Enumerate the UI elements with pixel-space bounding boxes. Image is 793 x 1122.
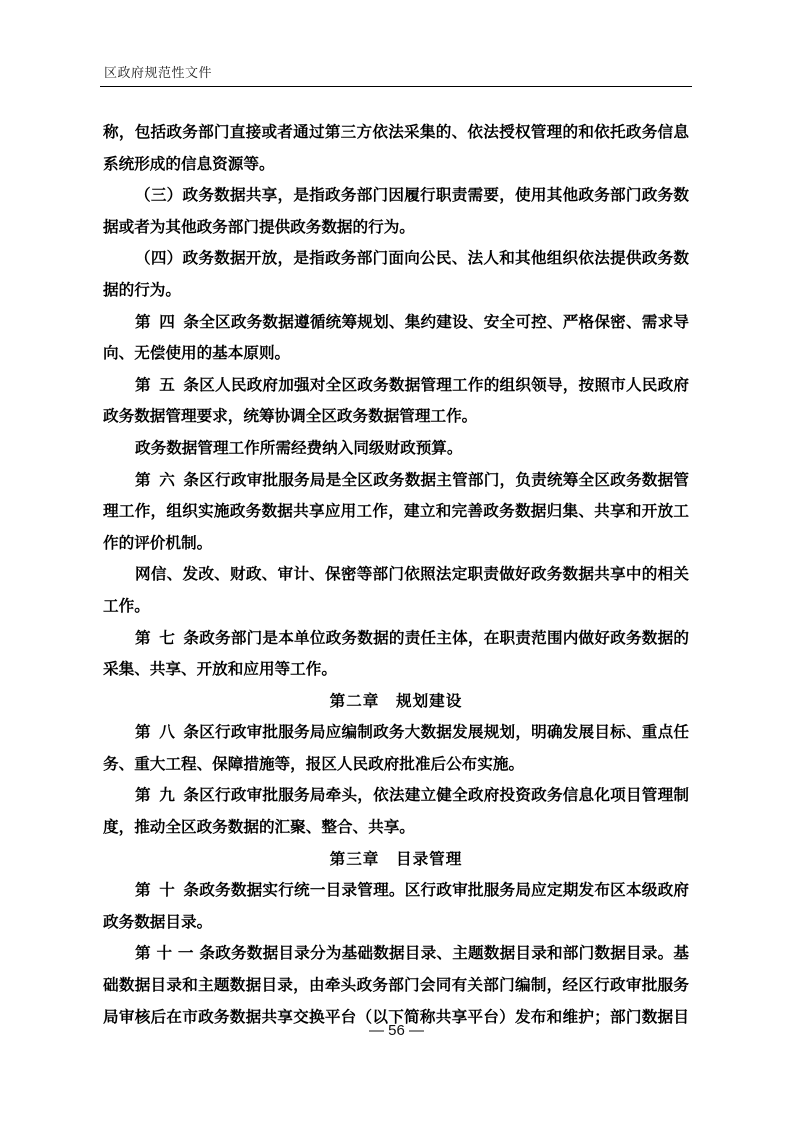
text-line: 向、无偿使用的基本原则。	[103, 344, 291, 363]
chapter-heading: 第二章 规划建设	[329, 691, 463, 710]
article-line	[103, 307, 689, 339]
text-line: 础数据目录和主题数据目录，由牵头政务部门会同有关部门编制，经区行政审批服务	[103, 976, 689, 995]
article-line	[103, 465, 689, 497]
text-line: 据或者为其他政务部门提供政务数据的行为。	[103, 217, 415, 236]
article-line	[103, 717, 689, 749]
article-number: 第六条	[135, 470, 199, 489]
article-number: 第十条	[135, 881, 199, 900]
article-line	[103, 370, 689, 402]
text-line: 政务数据目录。	[103, 912, 213, 931]
article-text: 全区政务数据遵循统筹规划、集约建设、安全可控、严格保密、需求导	[199, 312, 689, 331]
article-number: 第七条	[135, 628, 199, 647]
running-header: 区政府规范性文件	[104, 66, 213, 81]
text-line: 务、重大工程、保障措施等，报区人民政府批准后公布实施。	[103, 754, 525, 773]
article-number: 第四条	[135, 312, 199, 331]
text-line: 政务数据管理工作所需经费纳入同级财政预算。	[135, 438, 463, 457]
article-line	[103, 623, 689, 655]
page-number: — 56 —	[368, 1022, 425, 1039]
text-line: 度，推动全区政务数据的汇聚、整合、共享。	[103, 818, 415, 837]
article-text: 区行政审批服务局是全区政务数据主管部门，负责统筹全区政务数据管	[199, 470, 689, 489]
article-text: 区行政审批服务局应编制政务大数据发展规划，明确发展目标、重点任	[199, 723, 689, 742]
text-line: 政务数据管理要求，统筹协调全区政务数据管理工作。	[103, 407, 478, 426]
text-line: 系统形成的信息资源等。	[103, 154, 275, 173]
document-body	[103, 117, 689, 1033]
article-text: 政务数据实行统一目录管理。区行政审批服务局应定期发布区本级政府	[199, 881, 689, 900]
text-line: （三）政务数据共享，是指政务部门因履行职责需要，使用其他政务部门政务数	[135, 186, 689, 205]
article-text: 政务部门是本单位政务数据的责任主体，在职责范围内做好政务数据的	[199, 628, 689, 647]
article-line	[103, 938, 689, 970]
article-number: 第五条	[135, 375, 199, 394]
text-line: 作的评价机制。	[103, 533, 213, 552]
article-number: 第九条	[135, 786, 199, 805]
text-line: 据的行为。	[103, 280, 181, 299]
text-line: 网信、发改、财政、审计、保密等部门依照法定职责做好政务数据共享中的相关	[135, 565, 689, 584]
text-line: 局审核后在市政务数据共享交换平台（以下简称共享平台）发布和维护；部门数据目	[103, 1007, 689, 1026]
text-line: 称，包括政务部门直接或者通过第三方依法采集的、依法授权管理的和依托政务信息	[103, 123, 689, 141]
text-line: 工作。	[103, 596, 150, 615]
article-text: 区行政审批服务局牵头，依法建立健全政府投资政务信息化项目管理制	[199, 786, 689, 805]
article-text: 区人民政府加强对全区政务数据管理工作的组织领导，按照市人民政府	[199, 375, 689, 394]
chapter-heading: 第三章 目录管理	[329, 849, 463, 868]
article-text: 政务数据目录分为基础数据目录、主题数据目录和部门数据目录。基	[215, 944, 689, 963]
article-line	[103, 875, 689, 907]
text-line: 理工作，组织实施政务数据共享应用工作，建立和完善政务数据归集、共享和开放工	[103, 502, 689, 521]
text-line: （四）政务数据开放，是指政务部门面向公民、法人和其他组织依法提供政务数	[135, 249, 689, 268]
article-line	[103, 780, 689, 812]
header-rule	[100, 86, 692, 87]
article-number: 第十一条	[135, 944, 215, 963]
text-line: 采集、共享、开放和应用等工作。	[103, 660, 337, 679]
article-number: 第八条	[135, 723, 199, 742]
